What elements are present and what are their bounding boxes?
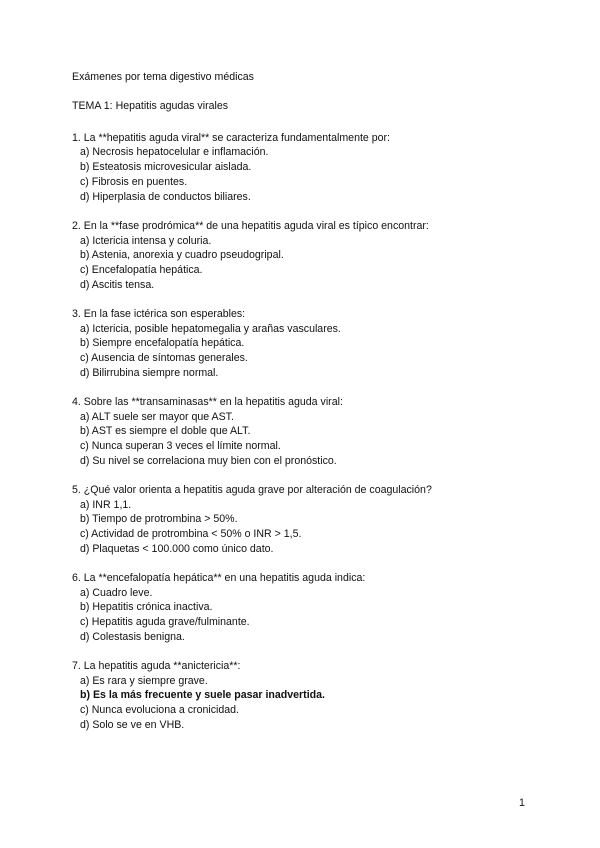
answer-option: c) Fibrosis en puentes. <box>80 176 188 188</box>
answer-option: a) Es rara y siempre grave. <box>80 675 208 687</box>
answer-option: c) Nunca evoluciona a cronicidad. <box>80 704 239 716</box>
answer-option: c) Actividad de protrombina < 50% o INR > 1,5. <box>80 528 302 540</box>
answer-option-highlighted: b) Es la más frecuente y suele pasar inadvertida. <box>80 689 325 701</box>
question-stem: 1. La **hepatitis aguda viral** se caracteriza fundamentalmente por: <box>72 132 390 144</box>
answer-option: d) Su nivel se correlaciona muy bien con el pronóstico. <box>80 455 337 467</box>
question-stem: 4. Sobre las **transaminasas** en la hepatitis aguda viral: <box>72 396 343 408</box>
answer-option: b) Siempre encefalopatía hepática. <box>80 337 245 349</box>
answer-option: d) Plaquetas < 100.000 como único dato. <box>80 543 274 555</box>
answer-option: b) Hepatitis crónica inactiva. <box>80 601 213 613</box>
answer-option: b) Tiempo de protrombina > 50%. <box>80 513 238 525</box>
question-stem: 2. En la **fase prodrómica** de una hepatitis aguda viral es típico encontrar: <box>72 220 429 232</box>
answer-option: d) Solo se ve en VHB. <box>80 719 185 731</box>
answer-option: a) INR 1,1. <box>80 499 132 511</box>
answer-option: d) Bilirrubina siempre normal. <box>80 367 219 379</box>
answer-option: a) Ictericia, posible hepatomegalia y arañas vasculares. <box>80 323 341 335</box>
page-number: 1 <box>519 797 525 809</box>
answer-option: a) Necrosis hepatocelular e inflamación. <box>80 146 269 158</box>
answer-option: b) Esteatosis microvesicular aislada. <box>80 161 252 173</box>
document-header: Exámenes por tema digestivo médicas <box>72 71 254 83</box>
answer-option: d) Colestasis benigna. <box>80 631 185 643</box>
question-stem: 3. En la fase ictérica son esperables: <box>72 308 246 320</box>
topic-title: TEMA 1: Hepatitis agudas virales <box>72 100 229 112</box>
answer-option: d) Hiperplasia de conductos biliares. <box>80 191 251 203</box>
answer-option: b) Astenia, anorexia y cuadro pseudogripal. <box>80 249 284 261</box>
answer-option: c) Encefalopatía hepática. <box>80 264 203 276</box>
answer-option: a) Cuadro leve. <box>80 587 153 599</box>
answer-option: c) Ausencia de síntomas generales. <box>80 352 248 364</box>
question-stem: 6. La **encefalopatía hepática** en una hepatitis aguda indica: <box>72 572 366 584</box>
answer-option: c) Hepatitis aguda grave/fulminante. <box>80 616 250 628</box>
answer-option: a) ALT suele ser mayor que AST. <box>80 411 234 423</box>
answer-option: d) Ascitis tensa. <box>80 279 155 291</box>
answer-option: a) Ictericia intensa y coluria. <box>80 235 212 247</box>
answer-option: c) Nunca superan 3 veces el límite normal. <box>80 440 281 452</box>
question-stem: 5. ¿Qué valor orienta a hepatitis aguda grave por alteración de coagulación? <box>72 484 432 496</box>
question-stem: 7. La hepatitis aguda **anictericia**: <box>72 660 241 672</box>
answer-option: b) AST es siempre el doble que ALT. <box>80 425 251 437</box>
